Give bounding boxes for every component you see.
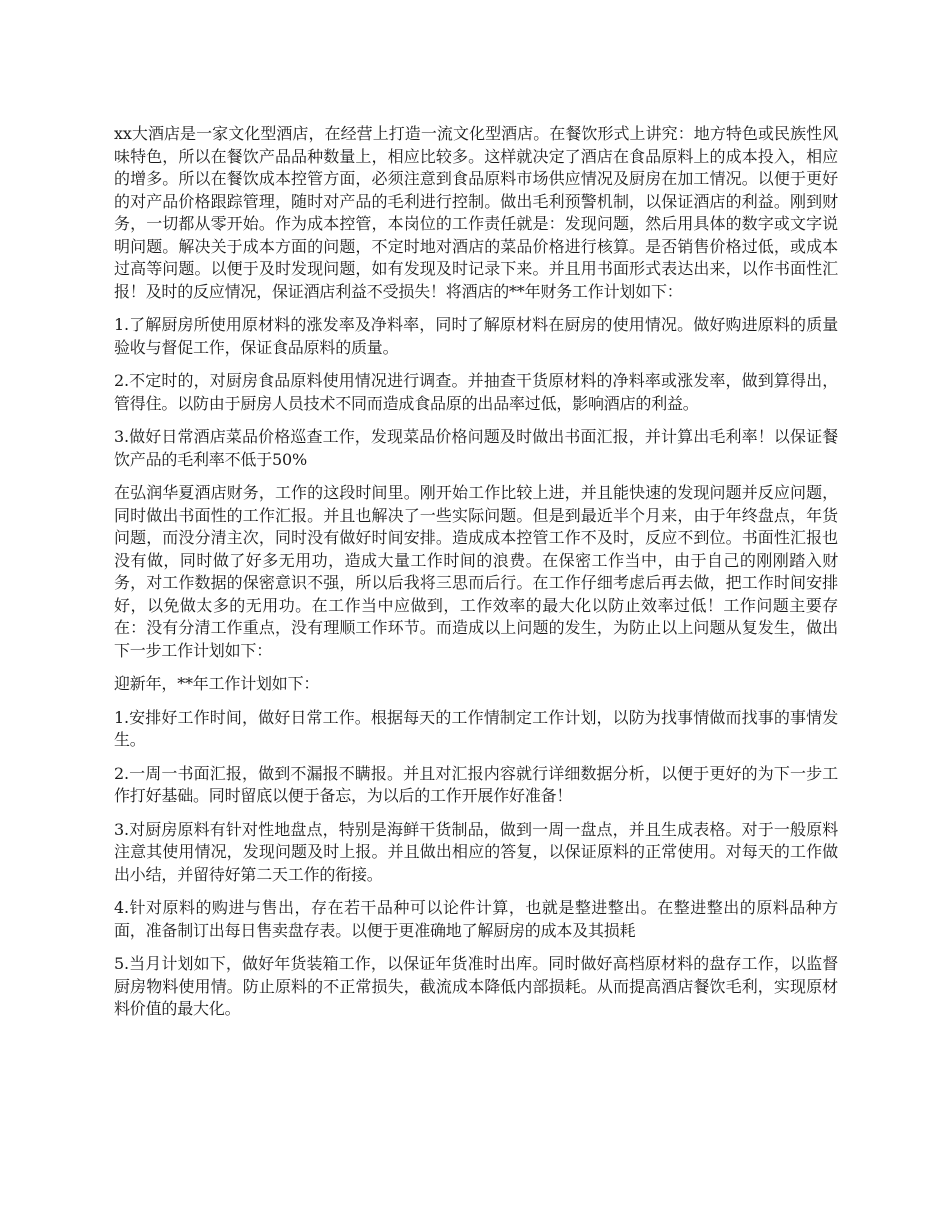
- new-plan-item-1: 1.安排好工作时间，做好日常工作。根据每天的工作情制定工作计划，以防为找事情做而找事的事情发生。: [114, 707, 838, 749]
- new-plan-item-3: 3.对厨房原料有针对性地盘点，特别是海鲜干货制品，做到一周一盘点，并且生成表格。对于一般原料注意其使用情况，发现问题及时上报。并且做出相应的答复，以保证原料的正常使用。对每天的工作做出小结，并留待好第二天工作的衔接。: [114, 819, 838, 884]
- new-year-heading: 迎新年，**年工作计划如下：: [114, 674, 320, 693]
- new-plan-item-4: 4.针对原料的购进与售出，存在若干品种可以论件计算，也就是整进整出。在整进整出的原料品种方面，准备制订出每日售卖盘存表。以便于更准确地了解厨房的成本及其损耗: [114, 898, 838, 940]
- new-plan-item-2: 2.一周一书面汇报，做到不漏报不瞒报。并且对汇报内容就行详细数据分析，以便于更好的为下一步工作打好基础。同时留底以便于备忘，为以后的工作开展作好准备！: [114, 763, 838, 805]
- intro-paragraph: xx大酒店是一家文化型酒店，在经营上打造一流文化型酒店。在餐饮形式上讲究：地方特色或民族性风味特色，所以在餐饮产品品种数量上，相应比较多。这样就决定了酒店在食品原料上的成本投入，相应的增多。所以在餐饮成本控管方面，必须注意到食品原料市场供应情况及厨房在加工情况。以便于更好的对产品价格跟踪管理，随时对产品的毛利进行控制。做出毛利预警机制，以保证酒店的利益。刚到财务，一切都从零开始。作为成本控管，本岗位的工作责任就是：发现问题，然后用具体的数字或文字说明问题。解决关于成本方面的问题，不定时地对酒店的菜品价格进行核算。是否销售价格过低，或成本过高等问题。以便于及时发现问题，如有发现及时记录下来。并且用书面形式表达出来，以作书面性汇报！及时的反应情况，保证酒店利益不受损失！将酒店的**年财务工作计划如下：: [114, 124, 838, 301]
- review-paragraph: 在弘润华夏酒店财务，工作的这段时间里。刚开始工作比较上进，并且能快速的发现问题并反应问题，同时做出书面性的工作汇报。并且也解决了一些实际问题。但是到最近半个月来，由于年终盘点，年货问题，而没分清主次，同时没有做好时间安排。造成成本控管工作不及时，反应不到位。书面性汇报也没有做，同时做了好多无用功，造成大量工作时间的浪费。在保密工作当中，由于自己的刚刚踏入财务，对工作数据的保密意识不强，所以后我将三思而后行。在工作仔细考虑后再去做，把工作时间安排好，以免做太多的无用功。在工作当中应做到，工作效率的最大化以防止效率过低！工作问题主要存在：没有分清工作重点，没有理顺工作环节。而造成以上问题的发生，为防止以上问题从复发生，做出下一步工作计划如下：: [114, 483, 838, 660]
- plan-item-2: 2.不定时的，对厨房食品原料使用情况进行调查。并抽查干货原材料的净料率或涨发率，做到算得出，管得住。以防由于厨房人员技术不同而造成食品原的出品率过低，影响酒店的利益。: [114, 371, 838, 413]
- plan-item-1: 1.了解厨房所使用原材料的涨发率及净料率，同时了解原材料在厨房的使用情况。做好购进原料的质量验收与督促工作，保证食品原料的质量。: [114, 315, 838, 357]
- document-body: [114, 123, 838, 1032]
- plan-item-3: 3.做好日常酒店菜品价格巡查工作，发现菜品价格问题及时做出书面汇报，并计算出毛利率！以保证餐饮产品的毛利率不低于50%: [114, 427, 838, 469]
- new-plan-item-5: 5.当月计划如下，做好年货装箱工作，以保证年货准时出库。同时做好高档原材料的盘存工作，以监督厨房物料使用情。防止原料的不正常损失，截流成本降低内部损耗。从而提高酒店餐饮毛利，实现原材料价值的最大化。: [114, 954, 838, 1018]
